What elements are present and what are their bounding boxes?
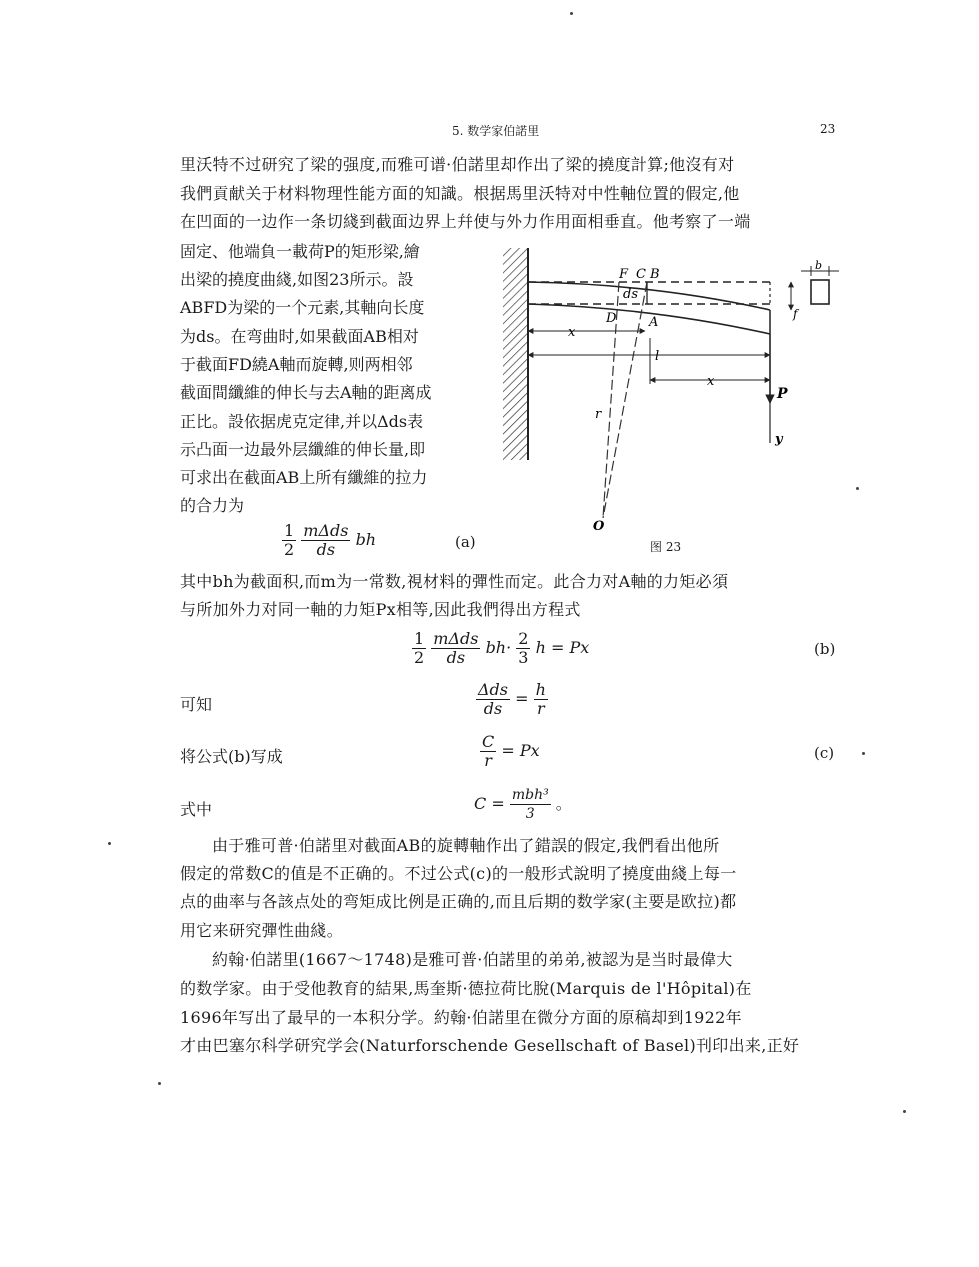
scan-speck [158,1082,161,1085]
text-line: 的数学家。由于受他教育的結果,馬奎斯·德拉荷比脫(Marquis de l'Hôpital)在 [180,979,752,998]
label-y: y [775,432,783,447]
label-x-bottom: x [707,374,715,389]
equation-kezhi: $\frac{\text{Δds}}{ds}$ = $\frac{h}{r}$ [478,680,546,718]
text-line: 出梁的撓度曲綫,如图23所示。設 [180,270,414,289]
text-line: 正比。設依据虎克定律,并以Δds表 [180,412,424,431]
text-line: 其中bh为截面积,而m为一常数,視材料的彈性而定。此合力对A軸的力矩必須 [180,572,729,591]
cross-section-box [811,280,829,304]
text-line: 截面間纖維的伸长与去A軸的距离成 [180,383,432,402]
scan-speck [862,752,865,755]
equation-c: $\frac{C}{r}$ = Px [482,732,540,770]
text-line: 約翰·伯諾里(1667～1748)是雅可普·伯諾里的弟弟,被認为是当时最偉大 [212,950,733,969]
text-line: 于截面FD繞A軸而旋轉,则两相邻 [180,355,413,374]
label-l: l [655,349,660,364]
label-r: r [595,407,602,422]
label-O: O [593,519,605,534]
text-line: 里沃特不过研究了梁的强度,而雅可谱·伯諾里却作出了梁的撓度計算;他沒有对 [180,155,735,174]
equation-b: $\frac{1}{2}$ $\frac{\text{mΔds}}{ds}$ bh· $\frac{2}{3}$ h = Px [414,629,590,667]
text-line: 示凸面一边最外层纖維的伸长量,即 [180,440,426,459]
text-line: 的合力为 [180,496,245,515]
equation-c-prefix: 将公式(b)写成 [180,747,283,766]
equation-b-label: (b) [814,640,836,658]
fixed-wall [503,248,528,460]
text-line: 固定、他端負一載荷P的矩形梁,繪 [180,242,420,261]
text-line: 才由巴塞尔科学研究学会(Naturforschende Gesellschaft of Basel)刊印出来,正好 [180,1036,800,1055]
text-line: 在凹面的一边作一条切綫到截面边界上幷使与外力作用面相垂直。他考察了一端 [180,212,751,231]
text-line: 可求出在截面AB上所有纖維的拉力 [180,468,428,487]
scan-speck [570,12,573,15]
label-f: f [793,307,798,321]
kezhi-label: 可知 [180,695,213,714]
text-line: ABFD为梁的一个元素,其軸向长度 [180,298,425,317]
equation-a-label: (a) [455,533,476,551]
label-x-left: x [568,325,576,340]
text-line: 用它来研究彈性曲綫。 [180,921,344,940]
text-line: 点的曲率与各該点处的弯矩成比例是正确的,而且后期的数学家(主要是欧拉)都 [180,892,737,911]
label-b: b [815,259,823,272]
text-line: 假定的常数C的值是不正确的。不过公式(c)的一般形式說明了撓度曲綫上每一 [180,864,737,883]
text-line: 与所加外力对同一軸的力矩Px相等,因此我們得出方程式 [180,600,581,619]
scan-speck [856,487,859,490]
equation-c-label: (c) [814,744,835,762]
label-C: C [636,267,646,282]
label-A: A [649,315,659,330]
label-ds: ds [623,287,638,302]
page-number: 23 [820,122,836,136]
shizhong-label: 式中 [180,800,213,819]
label-F: F [619,267,629,282]
figure-caption: 图 23 [650,540,682,554]
scan-speck [903,1110,906,1113]
label-P: P [777,386,788,402]
label-D: D [606,311,617,326]
figure-23 [495,238,840,538]
equation-a: $\frac{1}{2}$ $\frac{\text{mΔds}}{ds}$ bh [284,521,377,559]
text-line: 1696年写出了最早的一本积分学。約翰·伯諾里在微分方面的原稿却到1922年 [180,1008,742,1027]
scan-speck [108,842,111,845]
label-B: B [650,267,660,282]
equation-constant-c: C = $\frac{\text{mbh³}}{3}$ 。 [474,787,572,822]
text-line: 为ds。在弯曲时,如果截面AB相对 [180,327,419,346]
text-line: 由于雅可普·伯諾里对截面AB的旋轉軸作出了錯誤的假定,我們看出他所 [212,836,720,855]
text-line: 我們貢献关于材料物理性能方面的知識。根据馬里沃特对中性軸位置的假定,他 [180,184,740,203]
running-header: 5. 数学家伯諾里 [452,124,540,138]
